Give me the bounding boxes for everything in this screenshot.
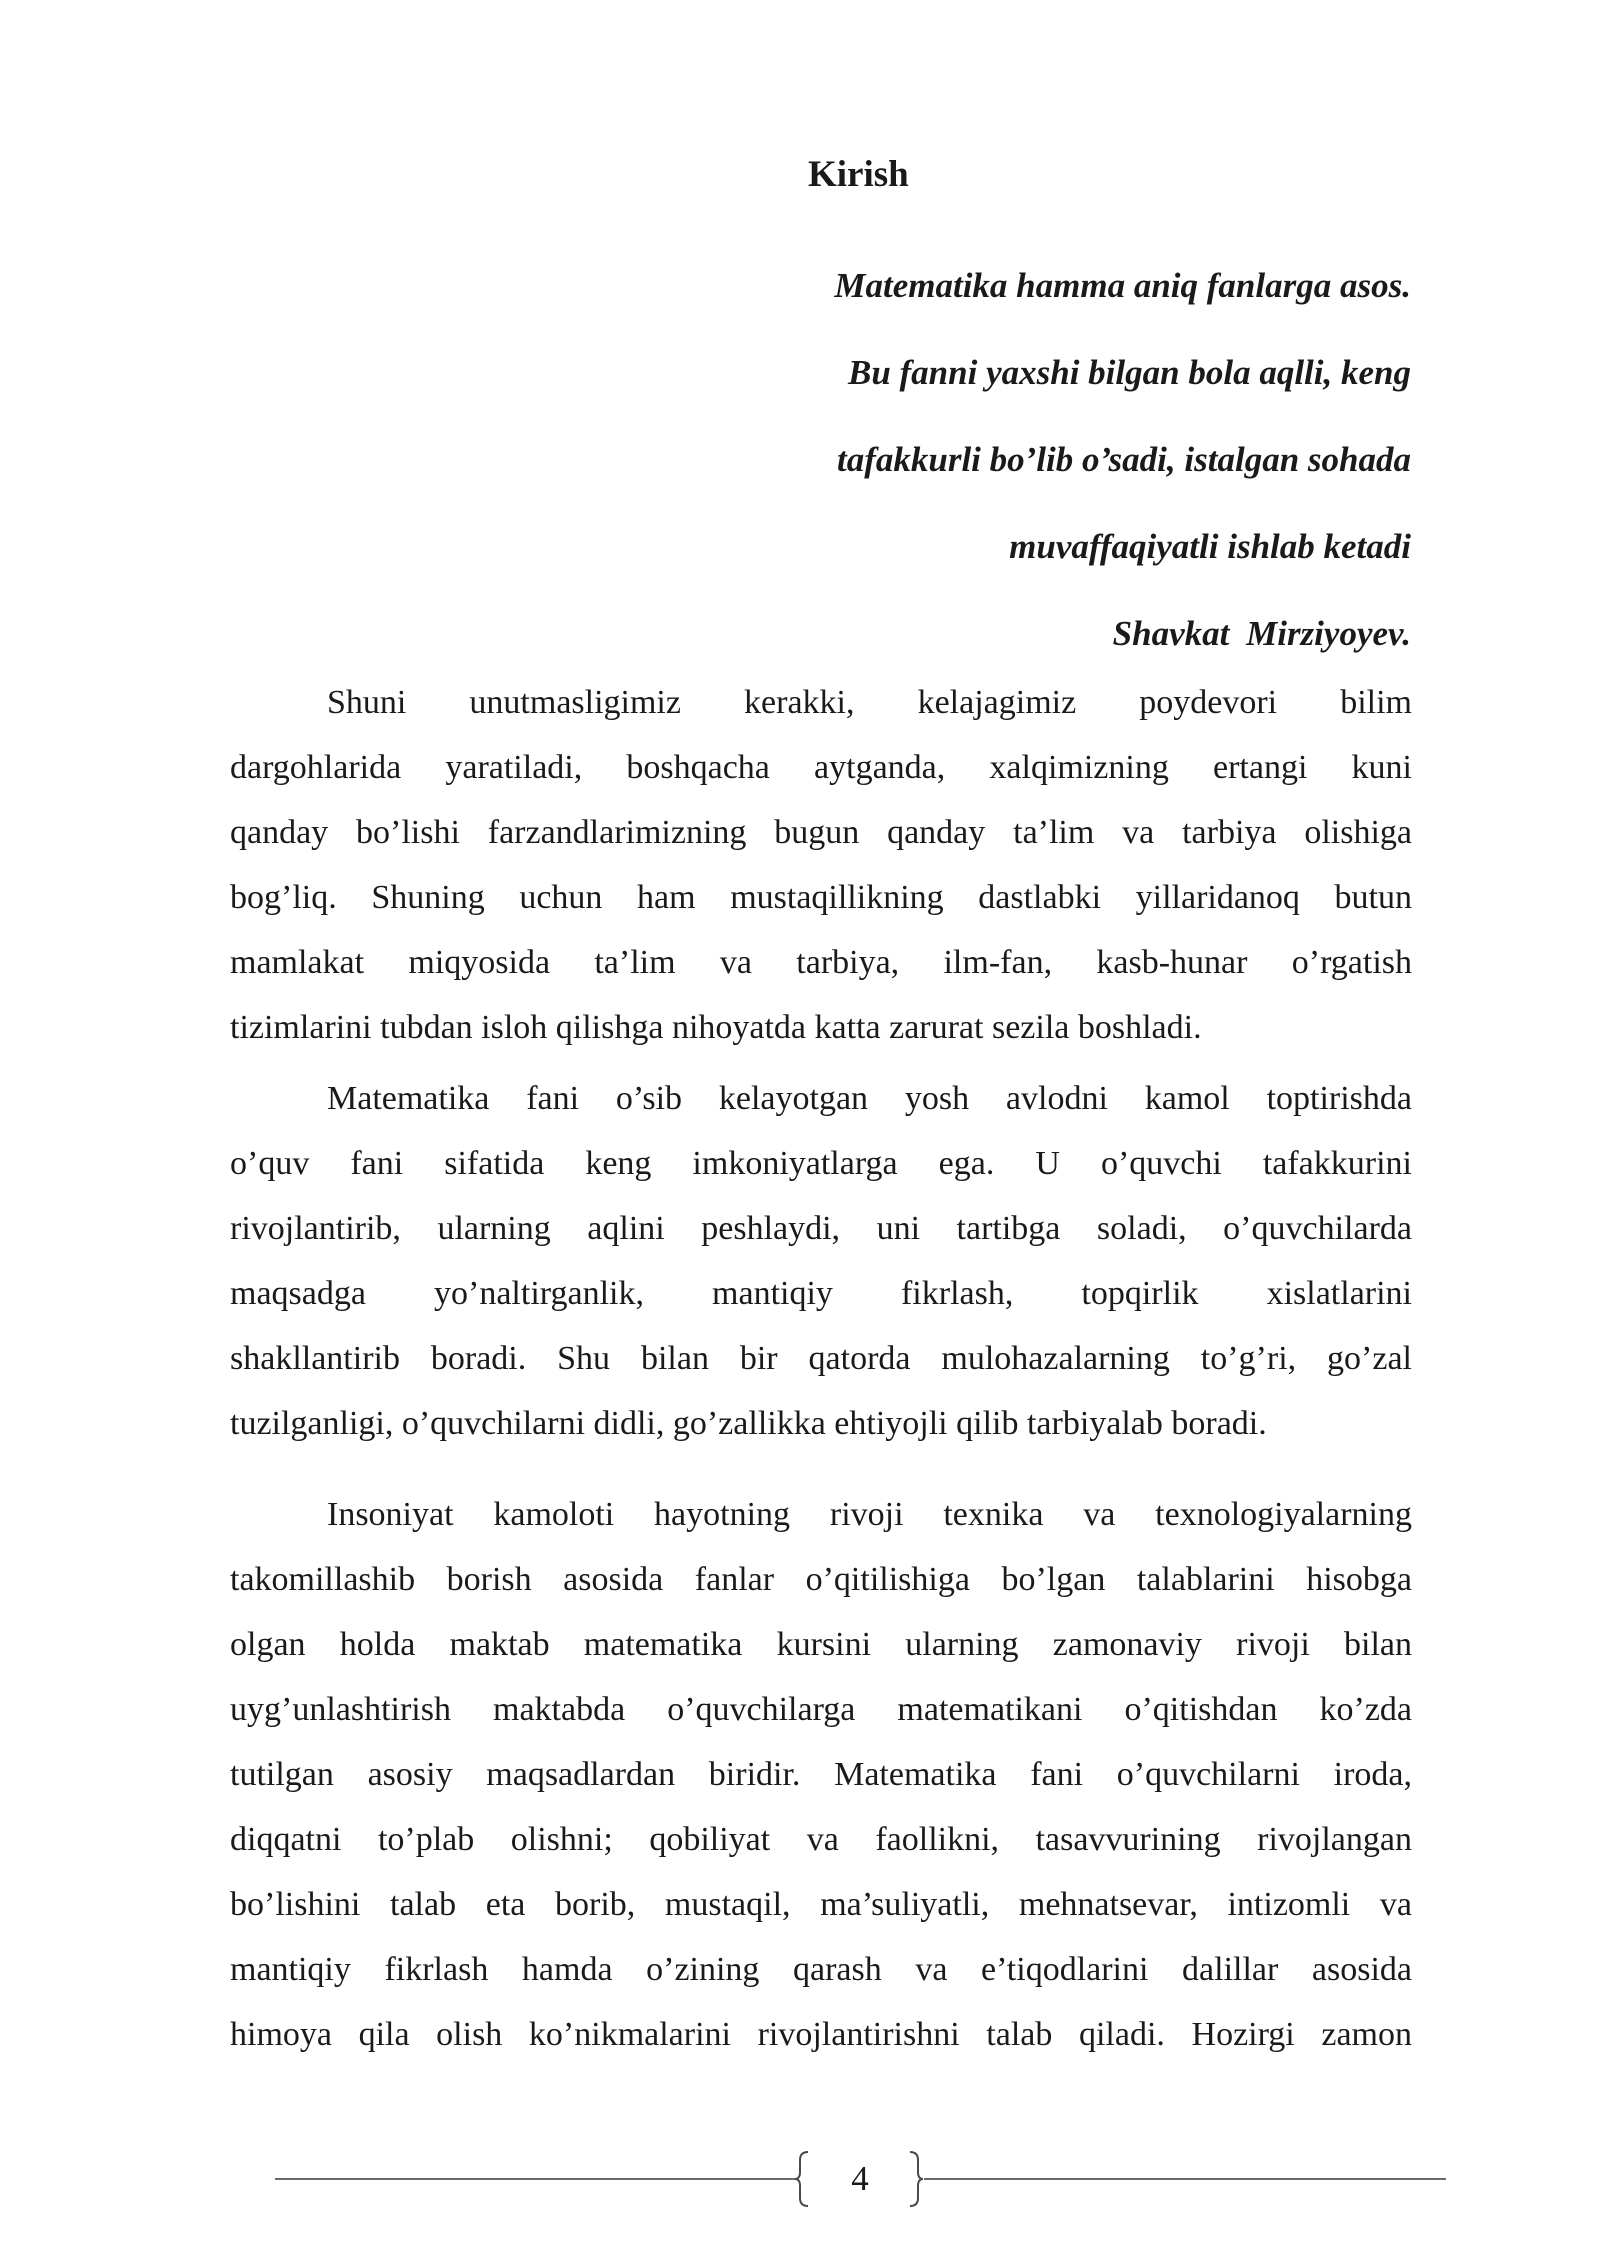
- epigraph-author: Shavkat Mirziyoyev.: [1112, 614, 1411, 653]
- epigraph-line: Matematika hamma aniq fanlarga asos.: [834, 266, 1411, 305]
- epigraph-line: muvaffaqiyatli ishlab ketadi: [1009, 527, 1411, 566]
- text-line: Shuni unutmasligimiz kerakki, kelajagimiz poydevori bilim: [327, 684, 1412, 721]
- epigraph: [611, 242, 1411, 677]
- text-line: shakllantirib boradi. Shu bilan bir qatorda mulohazalarning to’g’ri, go’zal: [230, 1340, 1412, 1377]
- text-line: bog’liq. Shuning uchun ham mustaqillikning dastlabki yillaridanoq butun: [230, 879, 1412, 916]
- epigraph-line: Bu fanni yaxshi bilgan bola aqlli, keng: [847, 353, 1411, 392]
- text-line: himoya qila olish ko’nikmalarini rivojlantirishni talab qiladi. Hozirgi zamon: [230, 2016, 1412, 2053]
- text-line: Insoniyat kamoloti hayotning rivoji texnika va texnologiyalarning: [327, 1496, 1412, 1533]
- page-number: 4: [851, 2159, 869, 2198]
- left-brace-icon: [794, 2150, 810, 2208]
- text-line: maqsadga yo’naltirganlik, mantiqiy fikrlash, topqirlik xislatlarini: [230, 1275, 1412, 1312]
- text-line: dargohlarida yaratiladi, boshqacha aytganda, xalqimizning ertangi kuni: [230, 749, 1412, 786]
- epigraph-line: tafakkurli bo’lib o’sadi, istalgan sohada: [836, 440, 1411, 479]
- text-line: takomillashib borish asosida fanlar o’qitilishiga bo’lgan talablarini hisobga: [230, 1561, 1412, 1598]
- paragraph-3: [230, 1482, 1412, 2067]
- text-line: bo’lishini talab eta borib, mustaqil, ma’suliyatli, mehnatsevar, intizomli va: [230, 1886, 1412, 1923]
- text-line: mantiqiy fikrlash hamda o’zining qarash va e’tiqodlarini dalillar asosida: [230, 1951, 1412, 1988]
- text-line: Matematika fani o’sib kelayotgan yosh avlodni kamol toptirishda: [327, 1080, 1412, 1117]
- text-line: uyg’unlashtirish maktabda o’quvchilarga matematikani o’qitishdan ko’zda: [230, 1691, 1412, 1728]
- text-line: rivojlantirib, ularning aqlini peshlaydi, uni tartibga soladi, o’quvchilarda: [230, 1210, 1412, 1247]
- text-line: tizimlarini tubdan isloh qilishga nihoyatda katta zarurat sezila boshladi.: [230, 1009, 1202, 1046]
- text-line: diqqatni to’plab olishni; qobiliyat va faollikni, tasavvurining rivojlangan: [230, 1821, 1412, 1858]
- footer-rule-right: [924, 2178, 1446, 2180]
- page-title: Kirish: [808, 154, 909, 195]
- right-brace-icon: [908, 2150, 924, 2208]
- text-line: olgan holda maktab matematika kursini ularning zamonaviy rivoji bilan: [230, 1626, 1412, 1663]
- text-line: mamlakat miqyosida ta’lim va tarbiya, ilm-fan, kasb-hunar o’rgatish: [230, 944, 1412, 981]
- footer-rule-left: [275, 2178, 796, 2180]
- paragraph-text: [230, 1482, 1412, 2067]
- text-line: qanday bo’lishi farzandlarimizning bugun qanday ta’lim va tarbiya olishiga: [230, 814, 1412, 851]
- text-line: o’quv fani sifatida keng imkoniyatlarga ega. U o’quvchi tafakkurini: [230, 1145, 1412, 1182]
- paragraph-1: [230, 670, 1412, 1060]
- paragraph-text: [230, 1066, 1412, 1456]
- paragraph-text: [230, 670, 1412, 1060]
- text-line: tuzilganligi, o’quvchilarni didli, go’zallikka ehtiyojli qilib tarbiyalab boradi.: [230, 1405, 1267, 1442]
- paragraph-2: [230, 1066, 1412, 1456]
- text-line: tutilgan asosiy maqsadlardan biridir. Matematika fani o’quvchilarni iroda,: [230, 1756, 1412, 1793]
